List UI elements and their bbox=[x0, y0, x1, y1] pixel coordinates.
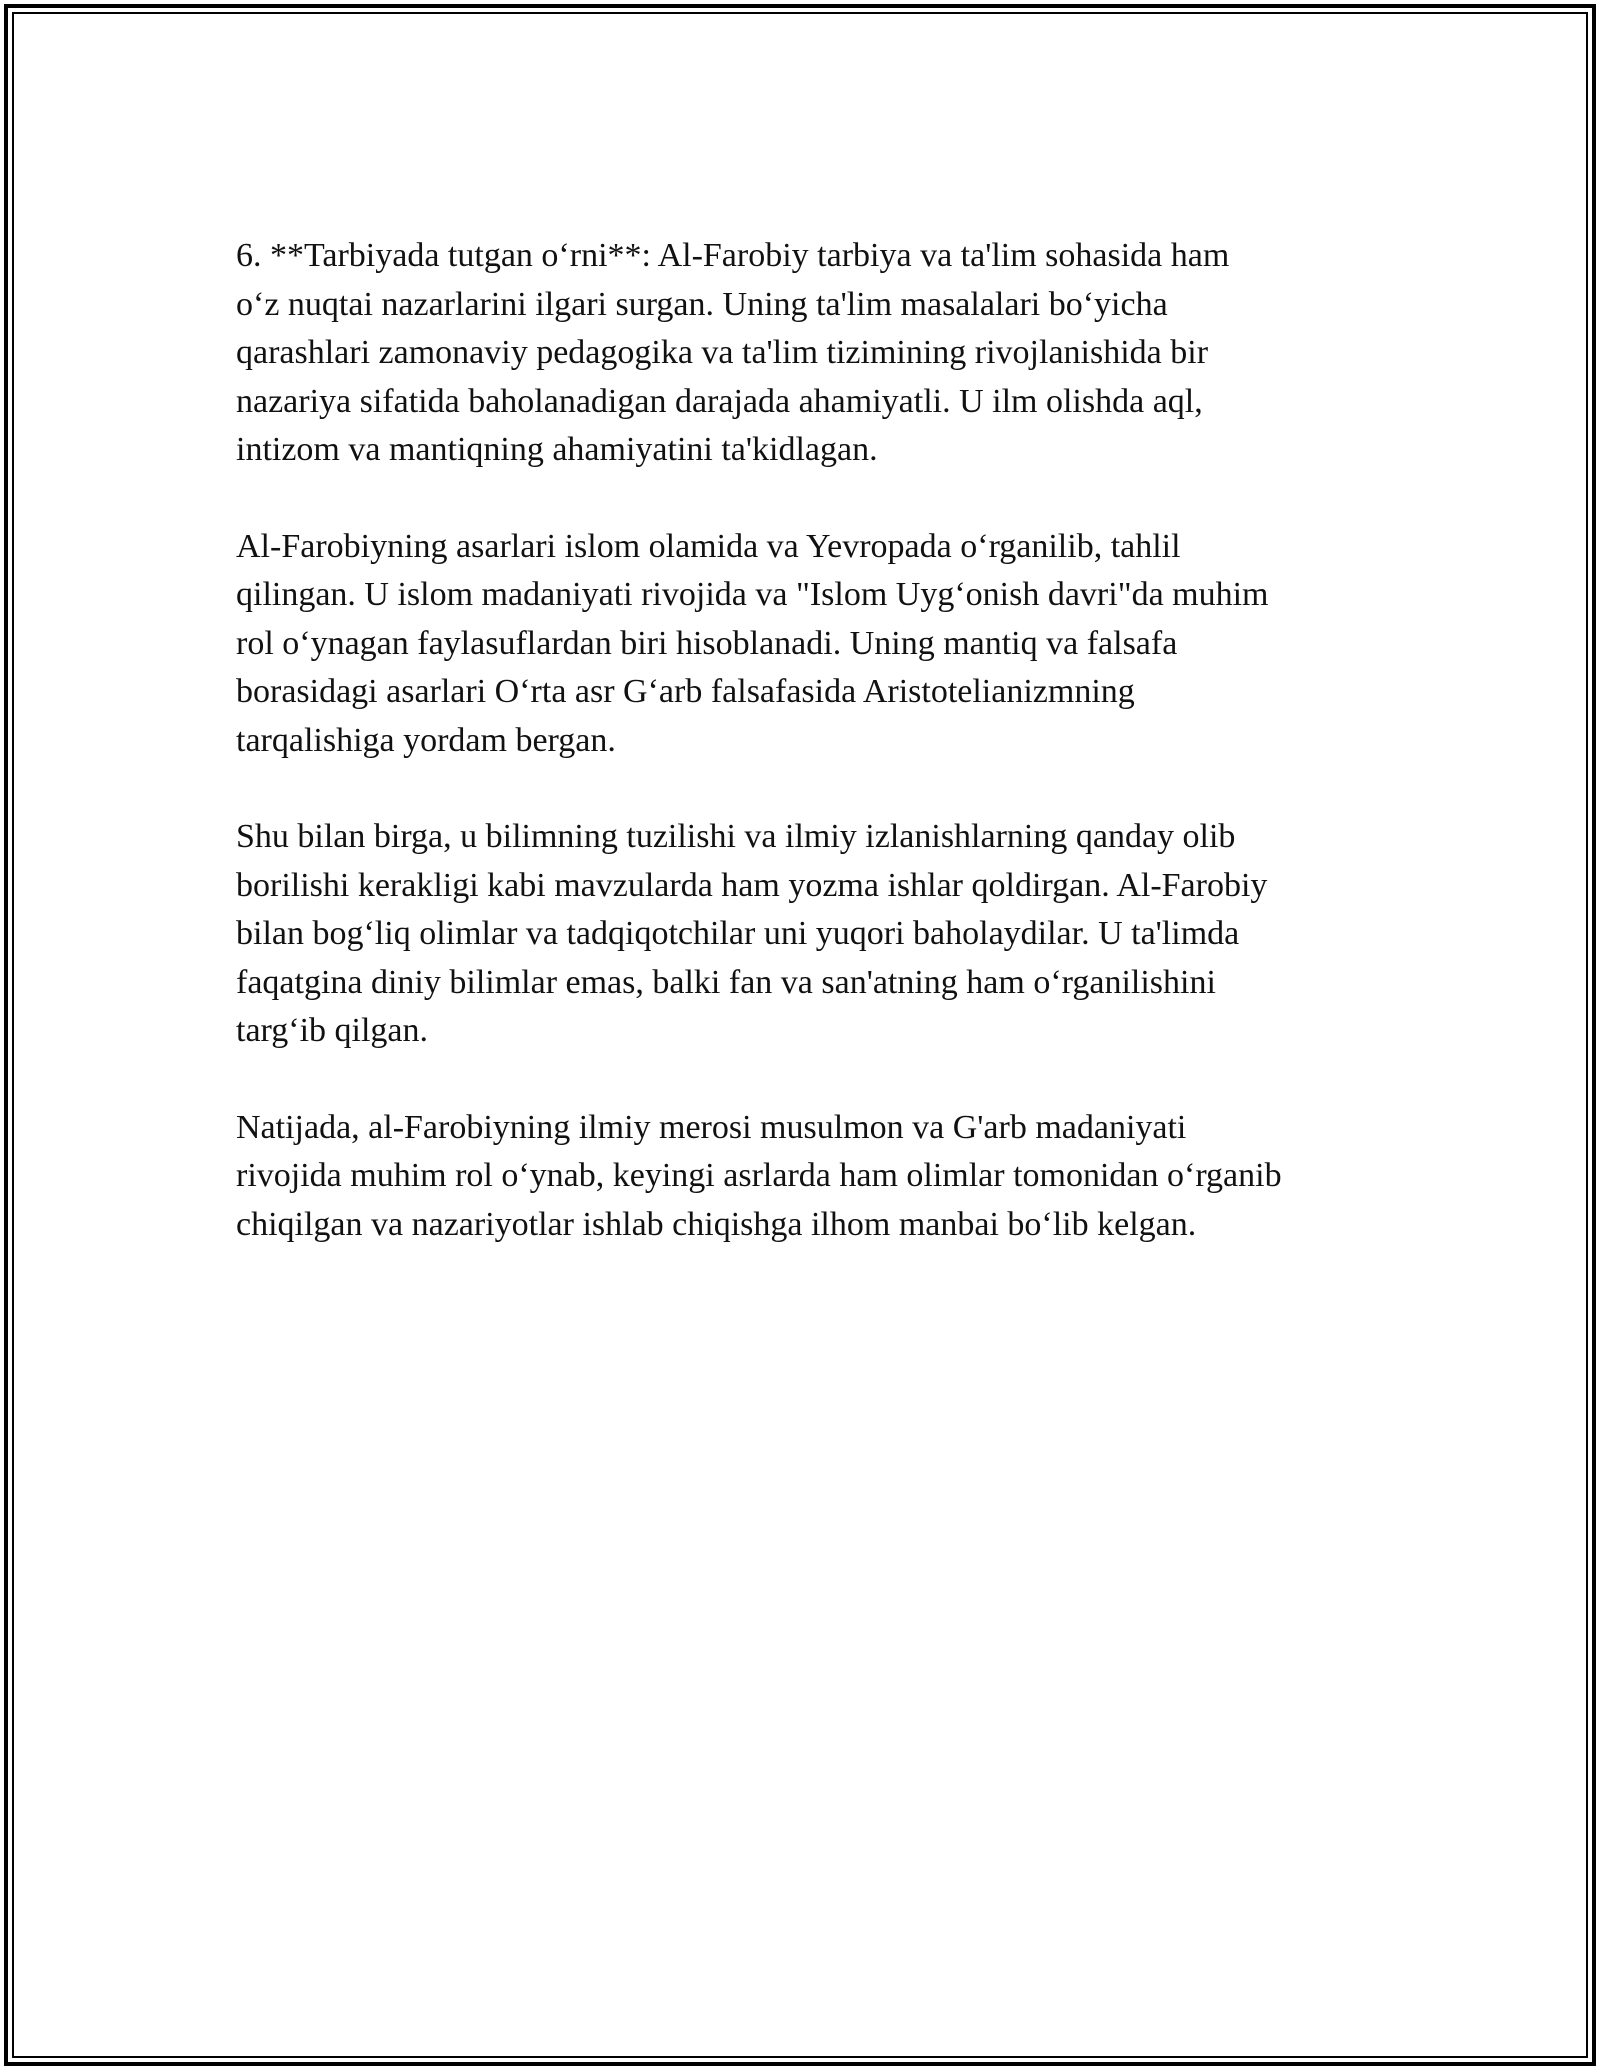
text-line: 6. **Tarbiyada tutgan o‘rni**: Al-Farobiy tarbiya va ta'lim sohasida ham bbox=[236, 237, 1230, 274]
text-line: targ‘ib qilgan. bbox=[236, 1012, 428, 1049]
text-line: qilingan. U islom madaniyati rivojida va "Islom Uyg‘onish davri"da muhim bbox=[236, 576, 1269, 613]
text-line: tarqalishiga yordam bergan. bbox=[236, 721, 616, 759]
text-line: intizom va mantiqning ahamiyatini ta'kidlagan. bbox=[236, 431, 878, 468]
text-line: rivojida muhim rol o‘ynab, keyingi asrlarda ham olimlar tomonidan o‘rganib bbox=[236, 1157, 1282, 1194]
text-line: faqatgina diniy bilimlar emas, balki fan va san'atning ham o‘rganilishini bbox=[236, 963, 1216, 1001]
text-line: chiqilgan va nazariyotlar ishlab chiqishga ilhom manbai bo‘lib kelgan. bbox=[236, 1205, 1197, 1243]
text-line: Natijada, al-Farobiyning ilmiy merosi musulmon va G'arb madaniyati bbox=[236, 1108, 1187, 1146]
text-line: rol o‘ynagan faylasuflardan biri hisoblanadi. Uning mantiq va falsafa bbox=[236, 624, 1178, 662]
text-line: Al-Farobiyning asarlari islom olamida va Yevropada o‘rganilib, tahlil bbox=[236, 527, 1181, 565]
paragraph-bilim bbox=[236, 813, 1386, 1056]
document-body bbox=[236, 232, 1386, 1297]
paragraph-natijada bbox=[236, 1104, 1386, 1250]
text-line: bilan bog‘liq olimlar va tadqiqotchilar uni yuqori baholaydilar. U ta'limda bbox=[236, 915, 1240, 952]
text-line: borasidagi asarlari O‘rta asr G‘arb falsafasida Aristotelianizmning bbox=[236, 673, 1135, 710]
paragraph-tarbiya bbox=[236, 232, 1386, 475]
text-line: nazariya sifatida baholanadigan darajada ahamiyatli. U ilm olishda aql, bbox=[236, 382, 1203, 420]
text-line: qarashlari zamonaviy pedagogika va ta'lim tizimining rivojlanishida bir bbox=[236, 334, 1209, 371]
paragraph-asarlari bbox=[236, 523, 1386, 766]
text-line: o‘z nuqtai nazarlarini ilgari surgan. Uning ta'lim masalalari bo‘yicha bbox=[236, 285, 1168, 323]
text-line: Shu bilan birga, u bilimning tuzilishi va ilmiy izlanishlarning qanday olib bbox=[236, 818, 1236, 855]
text-line: borilishi kerakligi kabi mavzularda ham yozma ishlar qoldirgan. Al-Farobiy bbox=[236, 866, 1268, 904]
